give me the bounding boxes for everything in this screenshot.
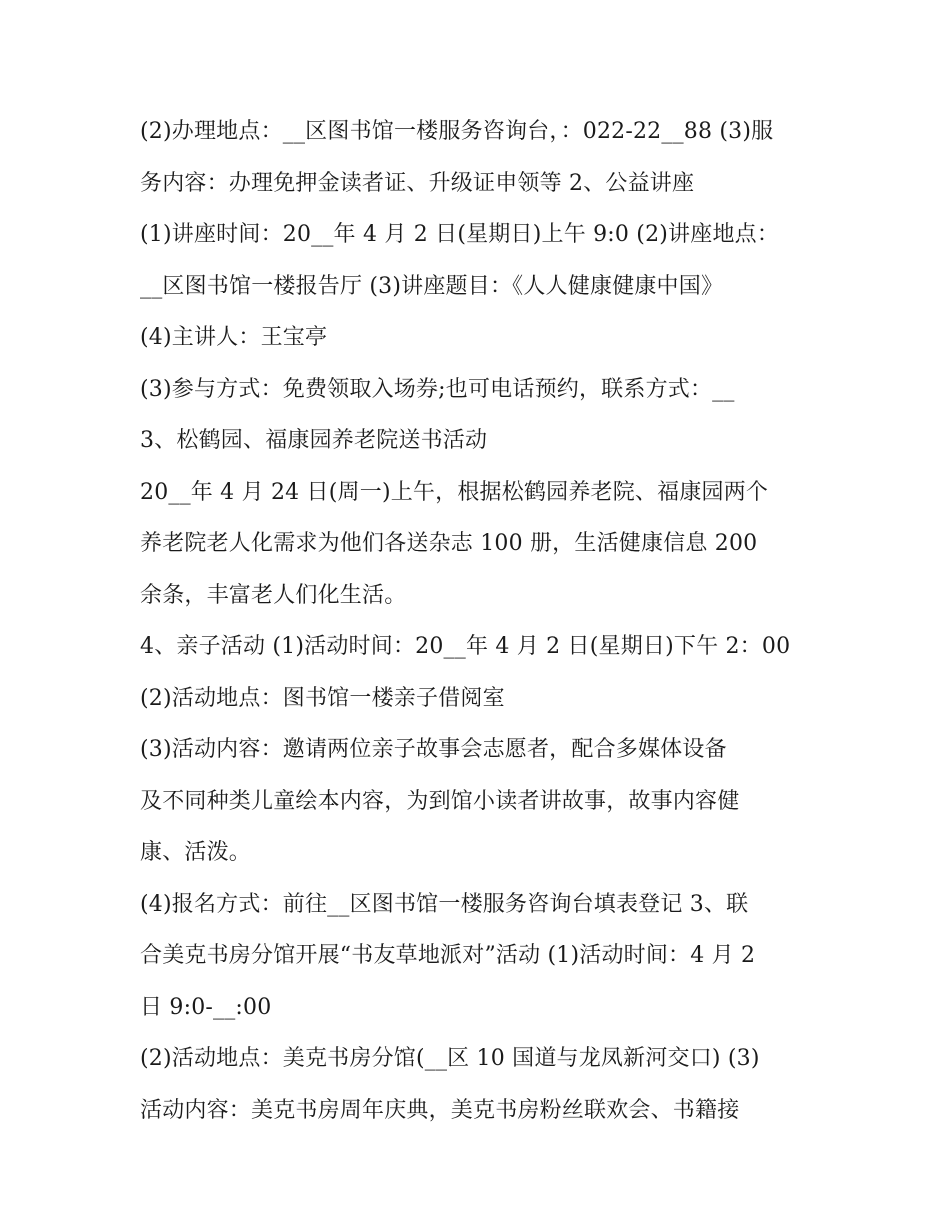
text-line: 余条，丰富老人们化生活。	[140, 582, 407, 608]
text-line: 4、亲子活动 (1)活动时间：20__年 4 月 2 日(星期日)下午 2：00	[140, 634, 791, 659]
text-line: (2)活动地点：美克书房分馆(__区 10 国道与龙凤新河交口) (3)	[140, 1046, 760, 1071]
text-line: (3)参与方式：免费领取入场券;也可电话预约，联系方式：__	[140, 376, 735, 402]
text-line: (3)活动内容：邀请两位亲子故事会志愿者，配合多媒体设备	[140, 737, 727, 762]
text-line: 养老院老人化需求为他们各送杂志 100 册，生活健康信息 200	[140, 531, 758, 556]
text-line: (1)讲座时间：20__年 4 月 2 日(星期日)上午 9:0 (2)讲座地点：	[140, 222, 780, 247]
text-line: 务内容：办理免押金读者证、升级证申领等 2、公益讲座	[140, 170, 695, 196]
text-line: 3、松鹤园、福康园养老院送书活动	[140, 428, 488, 453]
text-line: 日 9:0-__:00	[140, 994, 272, 1020]
text-line: 20__年 4 月 24 日(周一)上午，根据松鹤园养老院、福康园两个	[140, 479, 769, 505]
text-line: 康、活泼。	[140, 840, 252, 865]
document-body	[140, 106, 820, 1136]
text-line: 及不同种类儿童绘本内容，为到馆小读者讲故事，故事内容健	[140, 788, 740, 814]
text-line: __区图书馆一楼报告厅 (3)讲座题目：《人人健康健康中国》	[140, 273, 724, 299]
text-line: 活动内容：美克书房周年庆典，美克书房粉丝联欢会、书籍接	[140, 1097, 740, 1123]
text-line: (4)主讲人：王宝亭	[140, 325, 328, 350]
text-line: (2)活动地点：图书馆一楼亲子借阅室	[140, 685, 505, 711]
text-line: 合美克书房分馆开展“书友草地派对”活动 (1)活动时间：4 月 2	[140, 943, 756, 968]
text-line: (2)办理地点：__区图书馆一楼服务咨询台，：022-22__88 (3)服	[140, 119, 774, 144]
text-line: (4)报名方式：前往__区图书馆一楼服务咨询台填表登记 3、联	[140, 891, 749, 917]
